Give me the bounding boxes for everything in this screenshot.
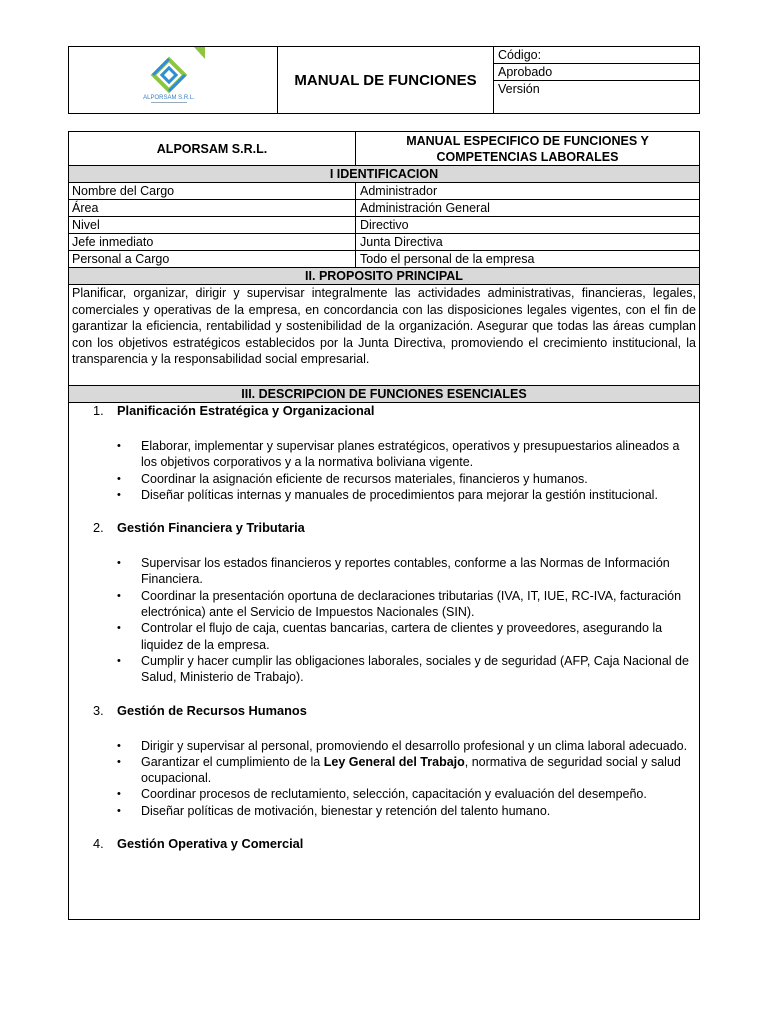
section-funciones: III. DESCRIPCION DE FUNCIONES ESENCIALES bbox=[69, 386, 699, 403]
function-heading bbox=[69, 703, 699, 720]
function-title: Planificación Estratégica y Organizacional bbox=[117, 403, 375, 418]
identification-label: Personal a Cargo bbox=[69, 251, 356, 267]
identification-row bbox=[69, 251, 699, 268]
list-item: • Diseñar políticas internas y manuales de procedimientos para mejorar la gestión institucional. bbox=[117, 487, 658, 502]
bullet-icon: • bbox=[117, 654, 121, 667]
bullet-icon: • bbox=[117, 788, 121, 801]
meta-code: Código: bbox=[494, 47, 699, 64]
identification-label: Área bbox=[69, 200, 356, 216]
list-item: • Supervisar los estados financieros y reportes contables, conforme a las Normas de Información Financiera. bbox=[117, 556, 670, 587]
list-item: • Coordinar la asignación eficiente de recursos materiales, financieros y humanos. bbox=[117, 471, 588, 486]
list-item: • Garantizar el cumplimiento de la Ley General del Trabajo, normativa de seguridad social y salud ocupacional. bbox=[117, 754, 681, 786]
list-item: • Coordinar la presentación oportuna de declaraciones tributarias (IVA, IT, IUE, RC-IVA, facturación electrónica) ante el Servicio de Impuestos Nacionales (SIN). bbox=[117, 588, 682, 620]
identification-rows bbox=[69, 183, 699, 268]
function-heading bbox=[69, 403, 699, 420]
function-bullets bbox=[69, 555, 699, 685]
identification-value: Directivo bbox=[360, 218, 409, 232]
function-heading bbox=[69, 836, 699, 853]
function-title: Gestión Operativa y Comercial bbox=[117, 836, 304, 852]
company-logo bbox=[69, 47, 277, 113]
function-number: 1. bbox=[93, 403, 104, 418]
functions-list bbox=[69, 403, 699, 853]
function-bullets bbox=[69, 438, 699, 503]
identification-value: Junta Directiva bbox=[360, 235, 443, 249]
table-title-row bbox=[69, 132, 699, 166]
bullet-icon: • bbox=[117, 440, 121, 452]
logo-wordmark: ALPORSAM S.R.L. bbox=[143, 95, 195, 101]
company-name: ALPORSAM S.R.L. bbox=[69, 132, 356, 165]
purpose-text: Planificar, organizar, dirigir y supervisar integralmente las actividades administrativas, financieras, legales, comerciales y operativas de la empresa, en concordancia con las disposiciones legales vigentes, con el fin de garantizar la eficiencia, rentabilidad y sostenibilidad de la organización. Asegurar que todas las áreas cumplan con los objetivos estratégicos establecidos por la Junta Directiva, promoviendo el crecimiento institucional, la transparencia y la responsabilidad social empresarial. bbox=[69, 285, 699, 386]
identification-row bbox=[69, 200, 699, 217]
logo-cell bbox=[69, 47, 278, 113]
identification-value: Todo el personal de la empresa bbox=[360, 252, 535, 266]
functions-table bbox=[68, 131, 700, 920]
list-item: • Dirigir y supervisar al personal, promoviendo el desarrollo profesional y un clima laboral adecuado. bbox=[117, 738, 688, 753]
list-item: • Diseñar políticas de motivación, bienestar y retención del talento humano. bbox=[117, 803, 551, 818]
bullet-icon: • bbox=[117, 557, 121, 570]
document-meta bbox=[494, 47, 699, 113]
bullet-icon: • bbox=[117, 622, 121, 635]
list-item: • Controlar el flujo de caja, cuentas bancarias, cartera de clientes y proveedores, asegurando la liquidez de la empresa. bbox=[117, 621, 663, 652]
identification-label: Jefe inmediato bbox=[69, 234, 356, 250]
bullet-icon: • bbox=[117, 488, 121, 501]
bullet-icon: • bbox=[117, 472, 121, 485]
list-item: • Cumplir y hacer cumplir las obligaciones laborales, sociales y de seguridad (AFP, Caja Nacional de Salud, Ministerio de Trabajo). bbox=[117, 653, 689, 685]
function-number: 4. bbox=[93, 836, 104, 852]
function-title: Gestión Financiera y Tributaria bbox=[117, 520, 305, 536]
law-name: Ley General del Trabajo bbox=[323, 754, 465, 769]
function-heading bbox=[69, 520, 699, 537]
identification-row bbox=[69, 183, 699, 200]
list-item: • Coordinar procesos de reclutamiento, selección, capacitación y evaluación del desempeño. bbox=[117, 787, 647, 802]
document-header bbox=[68, 46, 700, 114]
section-identificacion: I IDENTIFICACION bbox=[69, 166, 699, 183]
bullet-icon: • bbox=[117, 804, 121, 817]
function-number: 3. bbox=[93, 702, 104, 718]
manual-title: MANUAL DE FUNCIONES bbox=[278, 47, 494, 113]
bullet-icon: • bbox=[117, 739, 121, 752]
function-number: 2. bbox=[93, 520, 104, 536]
identification-value: Administrador bbox=[360, 184, 438, 198]
list-item: • Elaborar, implementar y supervisar planes estratégicos, operativos y presupuestarios alineados a los objetivos corporativos y a la normativa boliviana vigente. bbox=[117, 439, 680, 470]
identification-row bbox=[69, 234, 699, 251]
function-bullets bbox=[69, 738, 699, 819]
meta-approved: Aprobado bbox=[494, 64, 699, 81]
function-title: Gestión de Recursos Humanos bbox=[117, 702, 307, 718]
identification-label: Nivel bbox=[69, 217, 356, 233]
section-proposito: II. PROPOSITO PRINCIPAL bbox=[69, 268, 699, 285]
bullet-icon: • bbox=[117, 755, 121, 768]
document-title: MANUAL ESPECIFICO DE FUNCIONES Y COMPETENCIAS LABORALES bbox=[406, 133, 649, 164]
identification-value: Administración General bbox=[360, 201, 490, 215]
bullet-icon: • bbox=[117, 589, 121, 602]
meta-version: Versión bbox=[498, 82, 540, 96]
identification-label: Nombre del Cargo bbox=[69, 183, 356, 199]
identification-row bbox=[69, 217, 699, 234]
